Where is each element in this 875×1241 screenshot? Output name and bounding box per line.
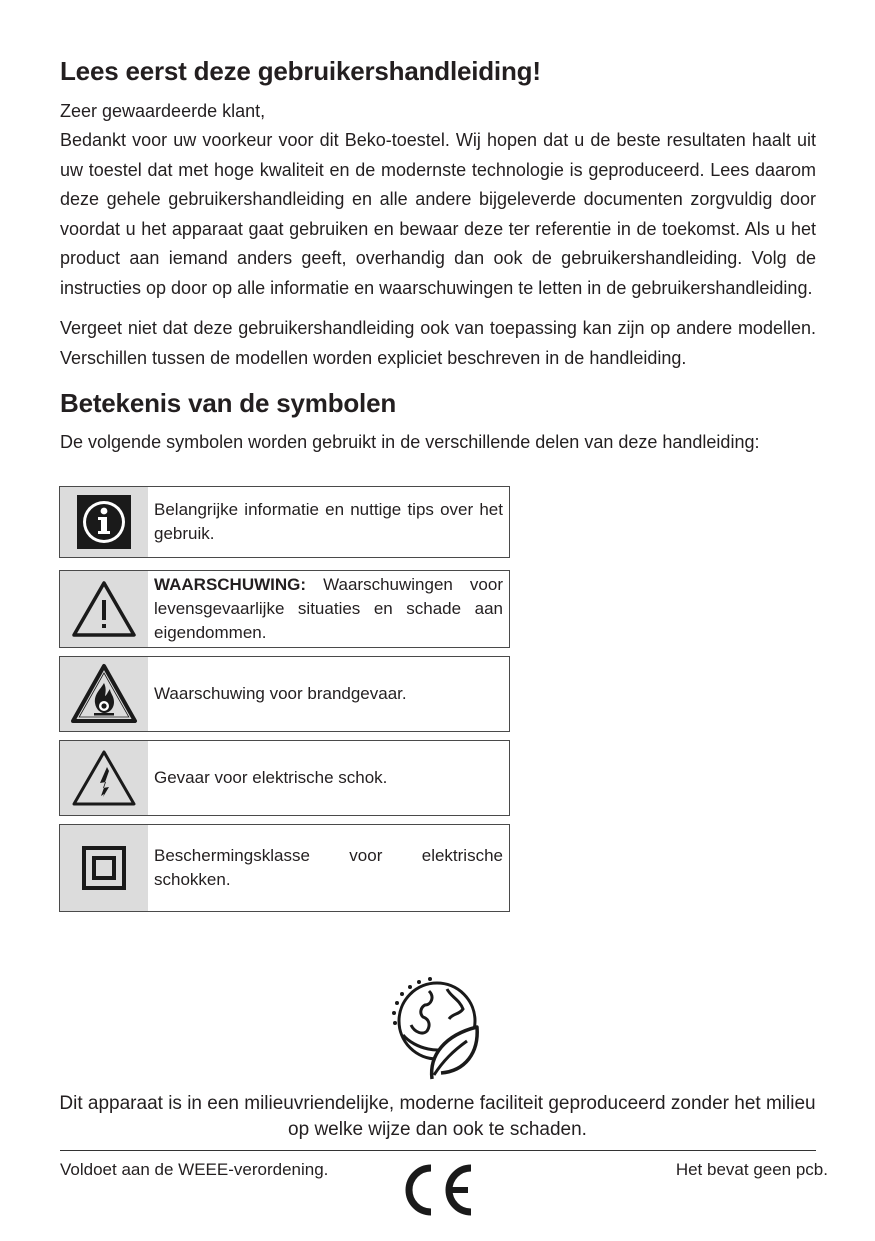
electric-text: Gevaar voor elektrische schok. [154,768,388,787]
eco-statement: Dit apparaat is in een milieuvriendelijke, moderne faciliteit geproduceerd zonder het milieu op welke wijze dan ook te schaden. [59,1093,816,1140]
protection-text: Beschermingsklasse voor elektrische schokken. [154,846,503,889]
info-icon [60,487,148,557]
page-title: Lees eerst deze gebruikershandleiding! [60,56,541,86]
symbols-heading: Betekenis van de symbolen [60,388,397,418]
warning-label: WAARSCHUWING: [154,575,307,594]
eco-globe-leaf-icon [385,975,485,1081]
fire-text: Waarschuwing voor brandgevaar. [154,684,407,703]
weee-compliance-text: Voldoet aan de WEEE-verordening. [60,1160,329,1179]
protection-class-icon [60,825,148,911]
symbol-row-info [59,486,510,558]
symbol-row-fire [59,656,510,732]
warning-text: Waarschuwingen voor levensgevaarlijke situaties en schade aan eigendommen. [154,575,503,642]
electric-shock-icon [60,741,148,815]
models-paragraph: Vergeet niet dat deze gebruikershandleiding ook van toepassing kan zijn op andere modellen. Verschillen tussen de modellen worden expliciet beschreven in de handleiding. [60,318,816,368]
intro-paragraph: Bedankt voor uw voorkeur voor dit Beko-toestel. Wij hopen dat u de beste resultaten haalt uit uw toestel dat met hoge kwaliteit en de modernste technologie is geproduceerd. Lees daarom deze gehele gebruikershandleiding en alle andere bijgeleverde documenten zorgvuldig door voordat u het apparaat gaat gebruiken en bewaar deze ter referentie in de toekomst. Als u het product aan iemand anders geeft, overhandig dan ook de gebruikershandleiding. Volg de instructies op door op alle informatie en waarschuwingen te letten in de gebruikershandleiding. [60,130,816,298]
ce-mark-icon [397,1160,477,1220]
footer-divider [60,1150,816,1151]
no-pcb-text: Het bevat geen pcb. [675,1160,828,1179]
info-text: Belangrijke informatie en nuttige tips over het gebruik. [154,500,503,543]
symbol-row-protection [59,824,510,912]
fire-hazard-icon [60,657,148,731]
warning-icon [60,571,148,647]
greeting-text: Zeer gewaardeerde klant, [60,101,266,121]
symbol-row-warning [59,570,510,648]
symbol-row-electric [59,740,510,816]
symbols-intro: De volgende symbolen worden gebruikt in de verschillende delen van deze handleiding: [60,432,760,452]
